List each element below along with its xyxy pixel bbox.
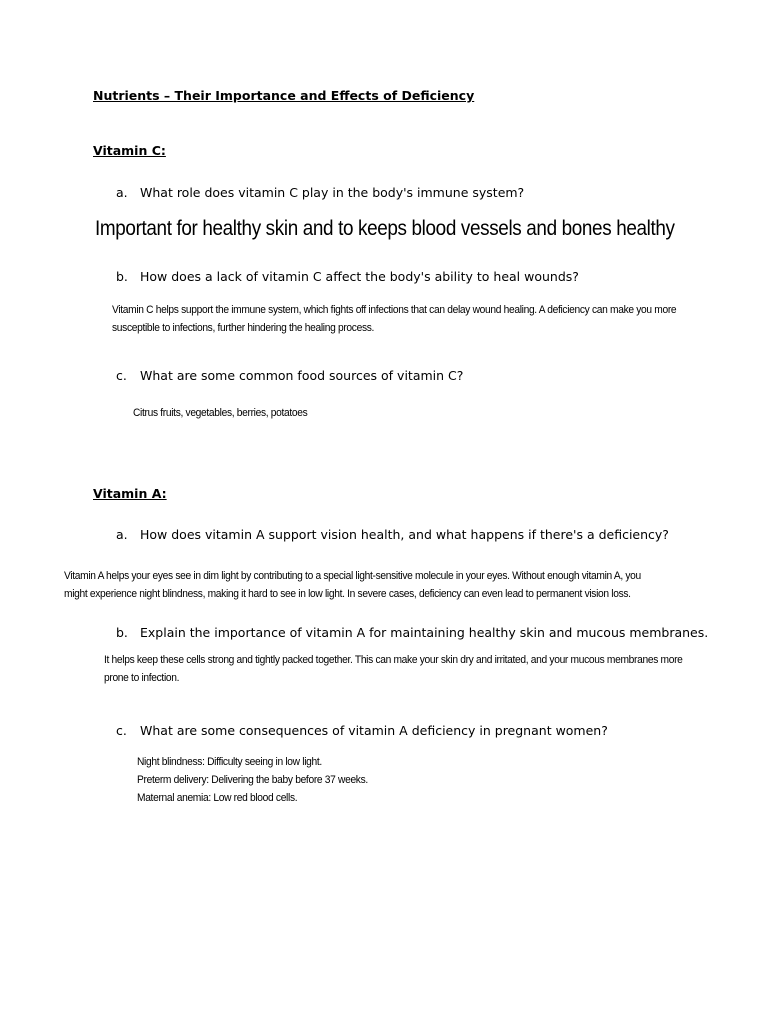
question-vitamin-a-a	[116, 527, 669, 542]
question-text: What are some common food sources of vitamin C?	[140, 368, 464, 383]
question-marker: a.	[116, 185, 128, 200]
answer-vitamin-a-b	[104, 651, 683, 687]
question-marker: c.	[116, 723, 127, 738]
answer-line: susceptible to infections, further hindering the healing process.	[112, 322, 375, 334]
question-vitamin-a-b	[116, 625, 708, 640]
section-heading-vitamin-a: Vitamin A:	[93, 486, 167, 501]
answer-line: Night blindness: Difficulty seeing in low light.	[137, 756, 322, 768]
question-marker: a.	[116, 527, 128, 542]
question-marker: b.	[116, 625, 128, 640]
question-text: How does a lack of vitamin C affect the body's ability to heal wounds?	[140, 269, 579, 284]
question-vitamin-c-c	[116, 368, 463, 383]
question-marker: b.	[116, 269, 128, 284]
answer-line: It helps keep these cells strong and tightly packed together. This can make your skin dry and irritated, and your mucous membranes more	[104, 654, 683, 666]
answer-vitamin-c-a: Important for healthy skin and to keeps blood vessels and bones healthy	[95, 217, 675, 240]
question-text: What are some consequences of vitamin A deficiency in pregnant women?	[140, 723, 608, 738]
answer-line: might experience night blindness, making it hard to see in low light. In severe cases, deficiency can even lead to permanent vision loss.	[64, 588, 631, 600]
question-vitamin-c-b	[116, 269, 579, 284]
question-vitamin-a-c	[116, 723, 608, 738]
question-text: What role does vitamin C play in the body's immune system?	[140, 185, 525, 200]
answer-vitamin-c-c: Citrus fruits, vegetables, berries, potatoes	[133, 407, 308, 419]
answer-vitamin-c-b	[112, 301, 676, 337]
question-text: Explain the importance of vitamin A for maintaining healthy skin and mucous membranes.	[140, 625, 709, 640]
question-text: How does vitamin A support vision health, and what happens if there's a deficiency?	[140, 527, 669, 542]
answer-line: Vitamin C helps support the immune system, which fights off infections that can delay wound healing. A deficiency can make you more	[112, 304, 677, 316]
document-title: Nutrients – Their Importance and Effects of Deficiency	[93, 88, 475, 103]
answer-line: Preterm delivery: Delivering the baby before 37 weeks.	[137, 774, 368, 786]
answer-line: Maternal anemia: Low red blood cells.	[137, 792, 298, 804]
answer-line: Vitamin A helps your eyes see in dim light by contributing to a special light-sensitive molecule in your eyes. Without enough vitamin A, you	[64, 570, 641, 582]
section-heading-vitamin-c: Vitamin C:	[93, 143, 166, 158]
answer-vitamin-a-c	[137, 753, 368, 807]
answer-line: prone to infection.	[104, 672, 180, 684]
question-vitamin-c-a	[116, 185, 524, 200]
answer-vitamin-a-a	[64, 567, 641, 603]
question-marker: c.	[116, 368, 127, 383]
